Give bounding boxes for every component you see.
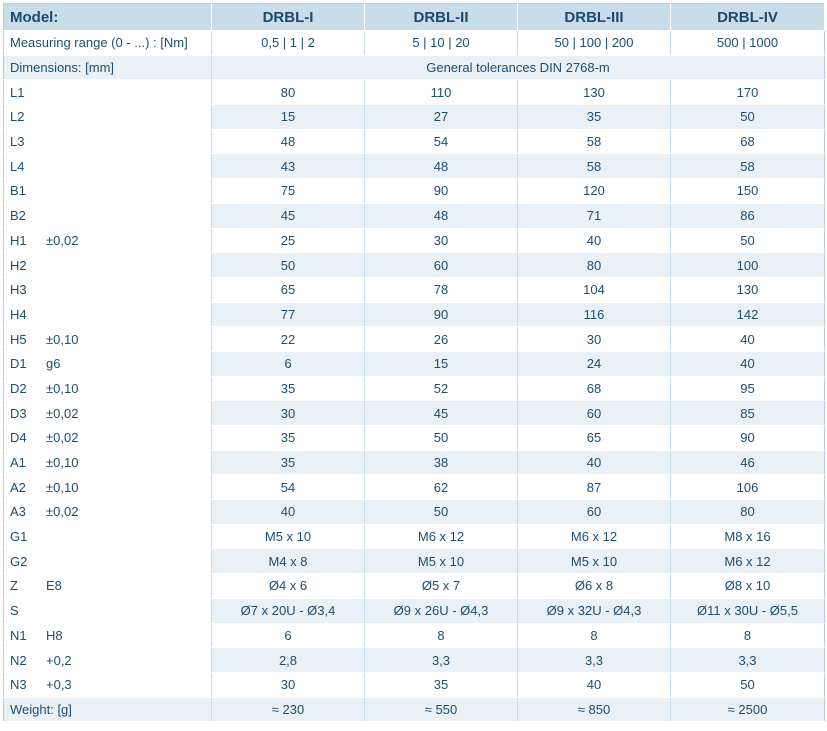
table-cell: 40 <box>212 500 365 525</box>
measuring-range-label: Measuring range (0 - ...) : [Nm] <box>4 31 212 56</box>
table-cell: 30 <box>212 672 365 697</box>
table-cell: 48 <box>365 203 518 228</box>
table-cell: 58 <box>518 129 671 154</box>
table-row <box>4 475 825 500</box>
model-column-header: DRBL-I <box>212 4 365 31</box>
dimension-symbol: A2 <box>10 479 26 495</box>
dimension-symbol: D1 <box>10 356 27 372</box>
table-row <box>4 648 825 673</box>
table-row <box>4 129 825 154</box>
table-row <box>4 228 825 253</box>
table-row <box>4 623 825 648</box>
table-cell: 8 <box>671 623 825 648</box>
table-cell: 71 <box>518 203 671 228</box>
table-cell: Ø9 x 26U - Ø4,3 <box>365 598 518 623</box>
table-cell: 8 <box>518 623 671 648</box>
dimension-label <box>4 351 212 376</box>
table-cell: 60 <box>365 253 518 278</box>
table-cell: 3,3 <box>518 648 671 673</box>
table-cell: 65 <box>518 426 671 451</box>
table-cell: M4 x 8 <box>212 549 365 574</box>
dimension-label <box>4 129 212 154</box>
table-cell: 50 <box>212 253 365 278</box>
weight-row <box>4 697 825 722</box>
dimension-label <box>4 672 212 697</box>
dimension-symbol: H5 <box>10 331 27 347</box>
table-cell: 58 <box>518 154 671 179</box>
table-cell: M5 x 10 <box>518 549 671 574</box>
dimension-tolerance: +0,3 <box>46 677 72 693</box>
table-cell: 45 <box>365 401 518 426</box>
table-cell: 77 <box>212 302 365 327</box>
dimension-tolerance: E8 <box>46 578 62 594</box>
weight-value: ≈ 2500 <box>671 697 825 722</box>
table-row <box>4 179 825 204</box>
table-cell: 68 <box>518 376 671 401</box>
model-header: Model: <box>4 4 212 31</box>
dimension-symbol: H4 <box>10 306 27 322</box>
table-cell: 80 <box>212 80 365 105</box>
spec-table <box>3 3 825 722</box>
dimension-label <box>4 80 212 105</box>
table-cell: 35 <box>212 450 365 475</box>
table-cell: 40 <box>518 672 671 697</box>
table-cell: 48 <box>212 129 365 154</box>
table-row <box>4 500 825 525</box>
table-cell: 50 <box>671 228 825 253</box>
dimension-symbol: H2 <box>10 257 27 273</box>
dimension-tolerance: ±0,10 <box>46 331 79 347</box>
dimension-symbol: N1 <box>10 627 27 643</box>
dimension-label <box>4 500 212 525</box>
dimension-symbol: N3 <box>10 677 27 693</box>
dimension-symbol: L3 <box>10 134 25 150</box>
table-cell: 25 <box>212 228 365 253</box>
table-row <box>4 105 825 130</box>
table-cell: 22 <box>212 327 365 352</box>
model-column-header: DRBL-II <box>365 4 518 31</box>
dimension-label <box>4 154 212 179</box>
dimension-tolerance: H8 <box>46 627 63 643</box>
measuring-range-value: 0,5 | 1 | 2 <box>212 31 365 56</box>
table-row <box>4 450 825 475</box>
table-cell: 54 <box>365 129 518 154</box>
measuring-range-row <box>4 31 825 56</box>
table-cell: Ø4 x 6 <box>212 574 365 599</box>
dimension-symbol: S <box>10 603 19 619</box>
table-cell: Ø5 x 7 <box>365 574 518 599</box>
dimension-symbol: D4 <box>10 430 27 446</box>
table-cell: 38 <box>365 450 518 475</box>
table-cell: M6 x 12 <box>518 524 671 549</box>
table-cell: 100 <box>671 253 825 278</box>
dimension-symbol: H1 <box>10 232 27 248</box>
table-cell: 30 <box>365 228 518 253</box>
table-cell: 2,8 <box>212 648 365 673</box>
table-cell: 26 <box>365 327 518 352</box>
dimension-symbol: B1 <box>10 183 26 199</box>
table-cell: M6 x 12 <box>365 524 518 549</box>
table-cell: 50 <box>671 105 825 130</box>
table-cell: 60 <box>518 401 671 426</box>
dimension-label <box>4 376 212 401</box>
table-cell: 60 <box>518 500 671 525</box>
dimension-label <box>4 302 212 327</box>
dimension-label <box>4 401 212 426</box>
dimension-label <box>4 228 212 253</box>
table-cell: 15 <box>212 105 365 130</box>
table-cell: 50 <box>365 500 518 525</box>
dimension-tolerance: g6 <box>46 356 61 372</box>
table-cell: 27 <box>365 105 518 130</box>
table-cell: 86 <box>671 203 825 228</box>
table-cell: 3,3 <box>365 648 518 673</box>
dimension-symbol: N2 <box>10 652 27 668</box>
table-cell: 142 <box>671 302 825 327</box>
dimension-tolerance: ±0,10 <box>46 479 79 495</box>
model-column-header: DRBL-III <box>518 4 671 31</box>
dimension-symbol: L1 <box>10 84 25 100</box>
table-cell: M5 x 10 <box>212 524 365 549</box>
table-row <box>4 253 825 278</box>
table-row <box>4 154 825 179</box>
dimension-tolerance: ±0,02 <box>46 232 79 248</box>
table-cell: 130 <box>518 80 671 105</box>
table-cell: 35 <box>212 426 365 451</box>
table-cell: 130 <box>671 277 825 302</box>
spec-table-container <box>3 3 824 722</box>
table-cell: 52 <box>365 376 518 401</box>
table-cell: Ø11 x 30U - Ø5,5 <box>671 598 825 623</box>
table-row <box>4 327 825 352</box>
dimension-label <box>4 253 212 278</box>
table-row <box>4 524 825 549</box>
dimension-symbol: G2 <box>10 553 28 569</box>
dimension-tolerance: ±0,02 <box>46 504 79 520</box>
table-cell: 54 <box>212 475 365 500</box>
measuring-range-value: 50 | 100 | 200 <box>518 31 671 56</box>
table-cell: 106 <box>671 475 825 500</box>
header-row <box>4 4 825 31</box>
measuring-range-value: 500 | 1000 <box>671 31 825 56</box>
table-cell: 58 <box>671 154 825 179</box>
table-cell: 120 <box>518 179 671 204</box>
table-row <box>4 80 825 105</box>
dimension-label <box>4 574 212 599</box>
dimension-symbol: Z <box>10 578 18 594</box>
dimension-tolerance: ±0,02 <box>46 430 79 446</box>
weight-label: Weight: [g] <box>4 697 212 722</box>
dimension-symbol: D3 <box>10 405 27 421</box>
table-cell: M8 x 16 <box>671 524 825 549</box>
dimension-label <box>4 648 212 673</box>
table-cell: 80 <box>518 253 671 278</box>
table-cell: 90 <box>365 302 518 327</box>
table-cell: 75 <box>212 179 365 204</box>
table-cell: Ø9 x 32U - Ø4,3 <box>518 598 671 623</box>
table-cell: 43 <box>212 154 365 179</box>
table-cell: M5 x 10 <box>365 549 518 574</box>
dimension-label <box>4 450 212 475</box>
table-cell: 6 <box>212 623 365 648</box>
dimension-tolerance: ±0,10 <box>46 455 79 471</box>
dimension-symbol: D2 <box>10 380 27 396</box>
table-cell: 90 <box>365 179 518 204</box>
table-row <box>4 426 825 451</box>
dimension-symbol: A1 <box>10 455 26 471</box>
table-cell: 68 <box>671 129 825 154</box>
weight-value: ≈ 850 <box>518 697 671 722</box>
table-cell: 150 <box>671 179 825 204</box>
table-row <box>4 598 825 623</box>
table-cell: 87 <box>518 475 671 500</box>
dimension-label <box>4 623 212 648</box>
dimension-symbol: L4 <box>10 158 25 174</box>
table-row <box>4 351 825 376</box>
dimension-label <box>4 524 212 549</box>
table-row <box>4 549 825 574</box>
table-cell: 15 <box>365 351 518 376</box>
table-row <box>4 203 825 228</box>
dimension-tolerance: ±0,02 <box>46 405 79 421</box>
table-cell: 90 <box>671 426 825 451</box>
table-cell: 170 <box>671 80 825 105</box>
table-cell: 110 <box>365 80 518 105</box>
table-cell: 65 <box>212 277 365 302</box>
table-row <box>4 574 825 599</box>
table-cell: 116 <box>518 302 671 327</box>
dimension-symbol: G1 <box>10 529 28 545</box>
dimensions-label: Dimensions: [mm] <box>4 55 212 80</box>
table-cell: Ø7 x 20U - Ø3,4 <box>212 598 365 623</box>
dimension-label <box>4 179 212 204</box>
dimension-symbol: L2 <box>10 109 25 125</box>
dimension-label <box>4 277 212 302</box>
table-cell: 78 <box>365 277 518 302</box>
table-row <box>4 277 825 302</box>
dimension-label <box>4 327 212 352</box>
dimension-label <box>4 475 212 500</box>
model-column-header: DRBL-IV <box>671 4 825 31</box>
weight-value: ≈ 550 <box>365 697 518 722</box>
dimension-label <box>4 549 212 574</box>
measuring-range-value: 5 | 10 | 20 <box>365 31 518 56</box>
table-cell: 40 <box>518 228 671 253</box>
table-cell: 6 <box>212 351 365 376</box>
table-cell: 48 <box>365 154 518 179</box>
dimension-label <box>4 203 212 228</box>
table-row <box>4 376 825 401</box>
table-cell: 8 <box>365 623 518 648</box>
table-cell: 85 <box>671 401 825 426</box>
dimensions-tolerance-note: General tolerances DIN 2768-m <box>212 55 825 80</box>
table-row <box>4 302 825 327</box>
table-row <box>4 401 825 426</box>
table-cell: 45 <box>212 203 365 228</box>
dimension-label <box>4 105 212 130</box>
dimension-label <box>4 426 212 451</box>
table-cell: 24 <box>518 351 671 376</box>
dimension-tolerance: +0,2 <box>46 652 72 668</box>
table-cell: 30 <box>518 327 671 352</box>
table-cell: 35 <box>365 672 518 697</box>
table-cell: 95 <box>671 376 825 401</box>
table-cell: 50 <box>671 672 825 697</box>
table-cell: Ø8 x 10 <box>671 574 825 599</box>
table-cell: 62 <box>365 475 518 500</box>
dimension-symbol: H3 <box>10 282 27 298</box>
table-cell: 40 <box>671 327 825 352</box>
table-cell: 50 <box>365 426 518 451</box>
dimension-label <box>4 598 212 623</box>
table-row <box>4 672 825 697</box>
table-cell: M6 x 12 <box>671 549 825 574</box>
table-cell: 35 <box>518 105 671 130</box>
table-cell: 3,3 <box>671 648 825 673</box>
table-cell: 46 <box>671 450 825 475</box>
table-cell: 35 <box>212 376 365 401</box>
dimension-tolerance: ±0,10 <box>46 380 79 396</box>
table-cell: Ø6 x 8 <box>518 574 671 599</box>
table-cell: 40 <box>518 450 671 475</box>
dimension-symbol: B2 <box>10 208 26 224</box>
weight-value: ≈ 230 <box>212 697 365 722</box>
dimension-symbol: A3 <box>10 504 26 520</box>
table-cell: 40 <box>671 351 825 376</box>
table-cell: 104 <box>518 277 671 302</box>
table-cell: 80 <box>671 500 825 525</box>
table-cell: 30 <box>212 401 365 426</box>
dimensions-row <box>4 55 825 80</box>
